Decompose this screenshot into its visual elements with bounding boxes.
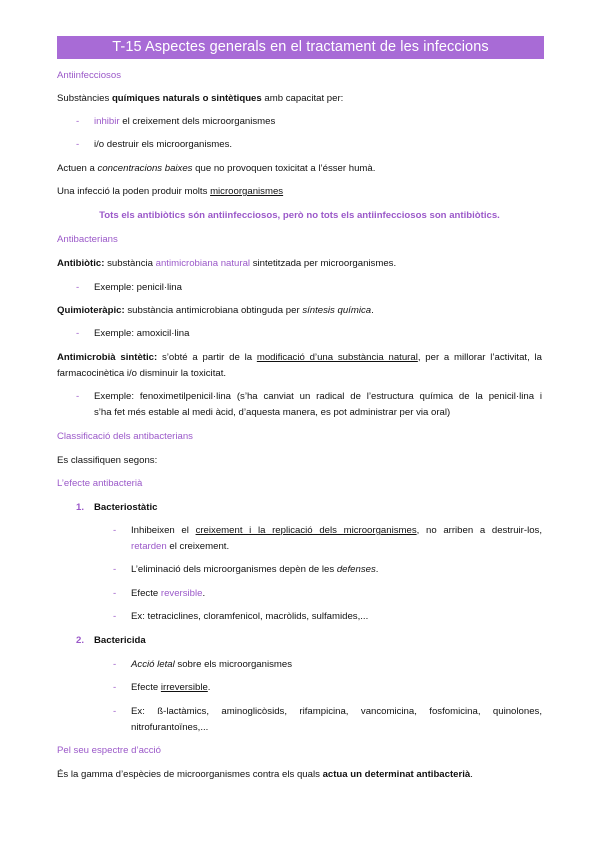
bullet-dash: - <box>76 282 80 293</box>
text: . <box>375 564 379 575</box>
text-highlight: inhibir <box>94 116 120 127</box>
bullet-item: Exemple: fenoximetilpenicil·lina (s’ha canviat un radical de l’estructura química de la penicil·lina i <box>94 391 542 402</box>
bullet-dash: - <box>113 659 117 670</box>
bullet-item <box>131 659 542 671</box>
text: . <box>470 769 473 780</box>
subheading-efecte: L’efecte antibacterià <box>57 478 143 489</box>
bullet-item <box>131 564 542 576</box>
bullet-dash: - <box>76 391 80 402</box>
bullet-dash: - <box>76 116 80 127</box>
bullet-item: Exemple: penicil·lina <box>94 282 182 293</box>
section-heading-antiinfecciosos: Antiinfecciosos <box>57 70 121 81</box>
bullet-item <box>131 682 542 694</box>
text-highlight: antimicrobiana natural <box>155 258 251 269</box>
text: amb capacitat per: <box>261 93 344 104</box>
list-number: 2. <box>76 635 85 646</box>
text-bold: químiques naturals o sintètiques <box>111 93 262 104</box>
text: L’eliminació dels microorganismes depèn de les <box>131 564 337 575</box>
bullet-continuation: nitrofurantoïnes,... <box>131 722 209 733</box>
text: Una infecció la poden produir molts <box>57 186 211 197</box>
section-heading-classificacio: Classificació dels antibacterians <box>57 431 193 442</box>
bullet-dash: - <box>113 682 117 693</box>
text: sobre els microorganismes <box>174 659 293 670</box>
text: . <box>202 588 206 599</box>
text: És la gamma d’espècies de microorganismes contra els quals <box>57 769 323 780</box>
definition-quimioterapic <box>57 305 542 317</box>
text: substància <box>104 258 156 269</box>
bullet-item: Exemple: amoxicil·lina <box>94 328 190 339</box>
bullet-item <box>94 116 542 128</box>
text-italic: Acció letal <box>131 659 175 670</box>
text-italic: defenses <box>336 564 376 575</box>
paragraph <box>57 769 542 781</box>
list-item-title: Bactericida <box>94 635 146 646</box>
text-bold: actua un determinat antibacterià <box>322 769 471 780</box>
term: Antimicrobià sintètic: <box>57 352 158 363</box>
text: . <box>207 682 211 693</box>
subheading-espectre: Pel seu espectre d’acció <box>57 745 161 756</box>
text: Inhibeixen el <box>131 525 196 536</box>
text: el creixement dels microorganismes <box>119 116 276 127</box>
text-underline: microorganismes <box>210 186 284 197</box>
text-underline: modificació d’una substància natural <box>256 352 418 363</box>
text-highlight: retarden <box>131 541 167 552</box>
paragraph <box>57 186 542 198</box>
text: el creixement. <box>166 541 230 552</box>
paragraph <box>57 163 542 175</box>
bullet-dash: - <box>76 139 80 150</box>
list-number: 1. <box>76 502 85 513</box>
text: Efecte <box>131 682 161 693</box>
bullet-item <box>131 525 542 537</box>
bullet-dash: - <box>113 611 117 622</box>
callout-text: Tots els antibiòtics són antiinfecciosos, però no tots els antiinfecciosos son antibiòtics. <box>99 210 500 221</box>
text: que no provoquen toxicitat a l’ésser humà. <box>192 163 376 174</box>
bullet-continuation <box>131 541 542 553</box>
term: Quimioteràpic: <box>57 305 125 316</box>
bullet-dash: - <box>113 564 117 575</box>
list-item-title: Bacteriostàtic <box>94 502 158 513</box>
paragraph-definition <box>57 93 542 105</box>
text-italic: síntesis química <box>302 305 372 316</box>
text-underline: irreversible <box>160 682 208 693</box>
text-highlight: reversible <box>160 588 203 599</box>
text-underline: creixement i la replicació dels microorganismes <box>195 525 417 536</box>
page-title: T-15 Aspectes generals en el tractament de les infeccions <box>57 36 544 59</box>
section-heading-antibacterians: Antibacterians <box>57 234 118 245</box>
text: , no arriben a destruir-los, <box>416 525 542 536</box>
text: Substàncies <box>57 93 112 104</box>
text: , per a millorar l’activitat, la <box>417 352 542 363</box>
paragraph-continuation: farmacocinètica i/o disminuir la toxicitat. <box>57 368 227 379</box>
text: s’obté a partir de la <box>157 352 257 363</box>
bullet-item: Ex: tetraciclines, cloramfenicol, macròlids, sulfamides,... <box>131 611 369 622</box>
bullet-continuation: s’ha fet més estable al medi àcid, d’aquesta manera, es pot administrar per via oral) <box>94 407 451 418</box>
text: Efecte <box>131 588 161 599</box>
definition-antibiotic <box>57 258 542 270</box>
text: sintetitzada per microorganismes. <box>250 258 397 269</box>
text: . <box>371 305 374 316</box>
paragraph: Es classifiquen segons: <box>57 455 158 466</box>
bullet-dash: - <box>113 525 117 536</box>
bullet-item: Ex: ß-lactàmics, aminoglicòsids, rifampicina, vancomicina, fosfomicina, quinolones, <box>131 706 542 717</box>
bullet-item <box>131 588 542 600</box>
text: Actuen a <box>57 163 98 174</box>
text: substància antimicrobiana obtinguda per <box>124 305 303 316</box>
bullet-dash: - <box>113 706 117 717</box>
bullet-dash: - <box>113 588 117 599</box>
definition-antimicrobia-sintetic <box>57 352 542 364</box>
term: Antibiòtic: <box>57 258 105 269</box>
bullet-item: i/o destruir els microorganismes. <box>94 139 233 150</box>
bullet-dash: - <box>76 328 80 339</box>
text-italic: concentracions baixes <box>97 163 193 174</box>
